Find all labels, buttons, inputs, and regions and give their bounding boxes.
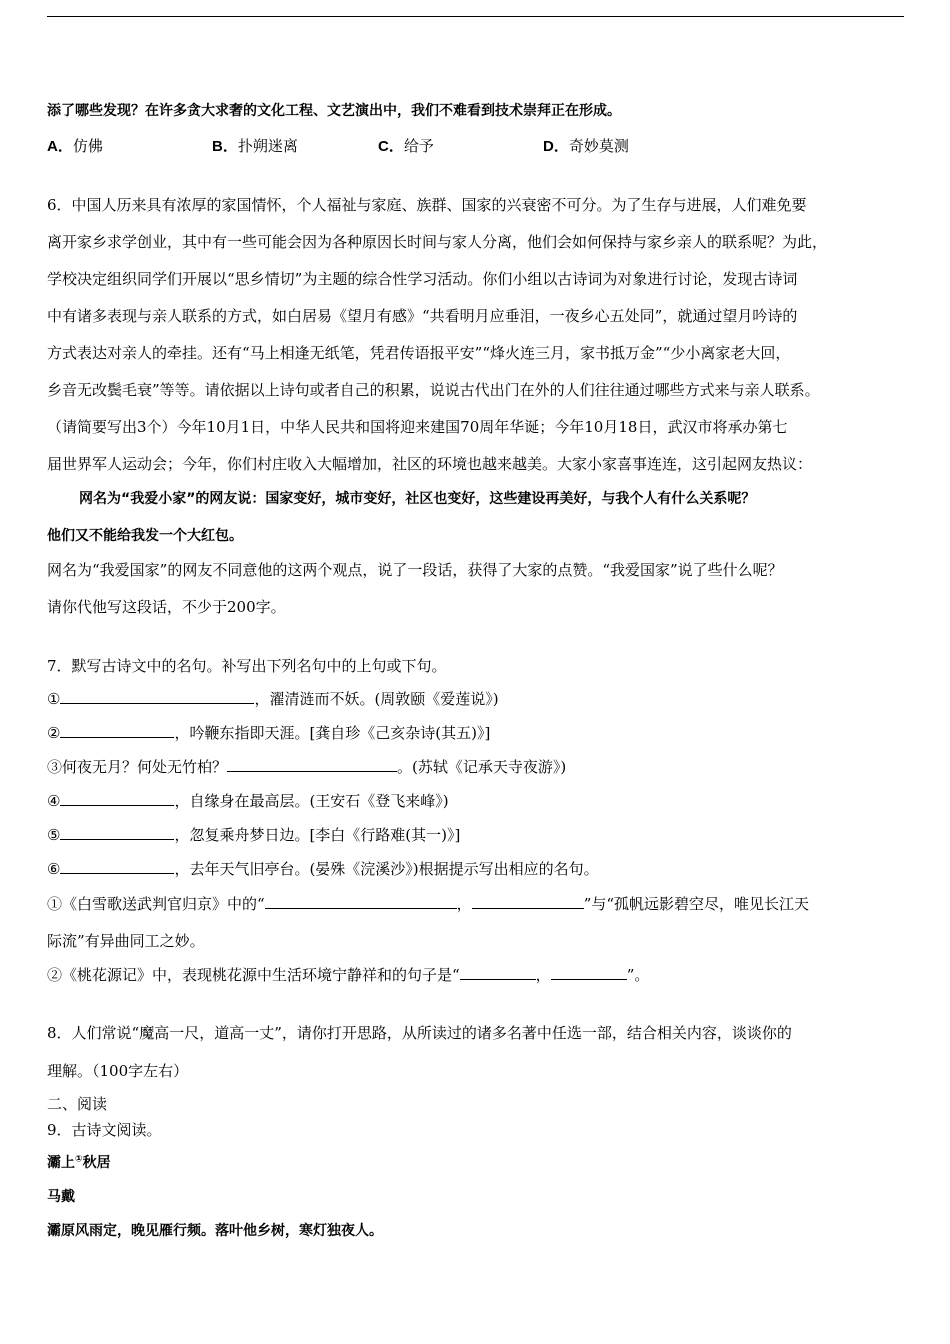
poem-line: 灞原风雨定，晚见雁行频。落叶他乡树，寒灯独夜人。	[47, 1223, 383, 1239]
q5-option-d[interactable]	[543, 136, 629, 157]
q6-quote: 他们又不能给我发一个大红包。	[47, 528, 243, 544]
q7-item-4	[47, 791, 917, 811]
q6-line: 6．中国人历来具有浓厚的家国情怀，个人福祉与家庭、族群、国家的兴衰密不可分。为了生存与进展，人们难免要	[47, 196, 807, 214]
q7-item-2	[47, 723, 917, 743]
poem-title-text: 灞上	[47, 1155, 75, 1171]
option-letter: A．	[47, 138, 73, 155]
sub-text: ①《白雪歌送武判官归京》中的“	[47, 895, 265, 913]
q8-line: 理解。（100字左右）	[47, 1062, 189, 1080]
q7-item-6	[47, 859, 917, 879]
answer-blank[interactable]	[60, 859, 174, 874]
q5-text-line: 添了哪些发现？在许多贪大求奢的文化工程、文艺演出中，我们不难看到技术崇拜正在形成。	[47, 103, 621, 119]
option-text: 给予	[403, 137, 434, 155]
answer-blank[interactable]	[60, 723, 174, 738]
header-rule	[47, 16, 904, 17]
q6-line: （请简要写出3个）今年10月1日，中华人民共和国将迎来建国70周年华诞；今年10月18日，武汉市将承办第七	[47, 418, 788, 436]
option-text: 仿佛	[72, 137, 103, 155]
answer-blank[interactable]	[460, 965, 536, 980]
answer-blank[interactable]	[60, 689, 254, 704]
q5-option-c[interactable]	[378, 136, 434, 157]
answer-blank[interactable]	[472, 894, 584, 909]
q6-line: 乡音无改鬓毛衰”等等。请依据以上诗句或者自己的积累，说说古代出门在外的人们往往通过哪些方式来与亲人联系。	[47, 381, 820, 399]
answer-blank[interactable]	[265, 894, 457, 909]
item-prefix: ③何夜无月？何处无竹柏？	[47, 758, 228, 776]
poem-author: 马戴	[47, 1189, 75, 1205]
q7-sub-1	[47, 894, 917, 914]
q5-option-a[interactable]	[47, 136, 103, 157]
q6-line: 网名为“我爱国家”的网友不同意他的这两个观点，说了一段话，获得了大家的点赞。“我爱国家”说了些什么呢？	[47, 561, 783, 579]
option-letter: C．	[378, 138, 404, 155]
q6-line: 请你代他写这段话，不少于200字。	[47, 598, 286, 616]
q7-item-1	[47, 689, 917, 709]
q7-title: 7．默写古诗文中的名句。补写出下列名句中的上句或下句。	[47, 657, 447, 675]
q7-item-5	[47, 825, 917, 845]
q6-line: 方式表达对亲人的牵挂。还有“马上相逢无纸笔，凭君传语报平安”“烽火连三月，家书抵万金”“少小离家老大回，	[47, 344, 791, 362]
q6-quote: 网名为“我爱小家”的网友说：国家变好，城市变好，社区也变好，这些建设再美好，与我个人有什么关系呢？	[79, 491, 756, 507]
item-text: ，濯清涟而不妖。(周敦颐《爱莲说》)	[254, 690, 499, 708]
q6-line: 届世界军人运动会；今年，你们村庄收入大幅增加，社区的环境也越来越美。大家小家喜事连连，这引起网友热议：	[47, 455, 813, 473]
option-letter: D．	[543, 138, 569, 155]
answer-blank[interactable]	[227, 757, 397, 772]
sub-text: ”与“孤帆远影碧空尽，唯见长江天	[583, 895, 810, 913]
item-number: ②	[47, 724, 61, 742]
poem-title	[47, 1153, 917, 1173]
q7-item-3	[47, 757, 917, 777]
item-number: ⑤	[47, 826, 61, 844]
q5-option-b[interactable]	[212, 136, 298, 157]
item-text: 。(苏轼《记承天寺夜游》)	[397, 758, 567, 776]
poem-title-text: 秋居	[82, 1155, 111, 1171]
section-heading: 二、阅读	[47, 1095, 108, 1113]
sub-text: ”。	[626, 966, 650, 984]
q7-sub-2	[47, 965, 917, 985]
answer-blank[interactable]	[60, 791, 174, 806]
q9-title: 9．古诗文阅读。	[47, 1121, 162, 1139]
sub-text: ，	[535, 966, 551, 984]
q6-line: 学校决定组织同学们开展以“思乡情切”为主题的综合性学习活动。你们小组以古诗词为对象进行讨论，发现古诗词	[47, 270, 798, 288]
q6-line: 离开家乡求学创业，其中有一些可能会因为各种原因长时间与家人分离，他们会如何保持与家乡亲人的联系呢？为此，	[47, 233, 828, 251]
option-text: 奇妙莫测	[568, 137, 629, 155]
footnote-marker[interactable]: ①	[75, 1154, 83, 1165]
item-number: ⑥	[47, 860, 61, 878]
sub-text: ，	[456, 895, 472, 913]
item-text: ，去年天气旧亭台。(晏殊《浣溪沙》)根据提示写出相应的名句。	[174, 860, 599, 878]
item-number: ④	[47, 792, 61, 810]
q6-line: 中有诸多表现与亲人联系的方式，如白居易《望月有感》“共看明月应垂泪，一夜乡心五处同”，就通过望月吟诗的	[47, 307, 798, 325]
answer-blank[interactable]	[60, 825, 174, 840]
item-text: ，自缘身在最高层。(王安石《登飞来峰》)	[174, 792, 449, 810]
item-text: ，忽复乘舟梦日边。[李白《行路难(其一)》]	[174, 826, 461, 844]
q7-sub-1-cont: 际流”有异曲同工之妙。	[47, 932, 205, 950]
q8-line: 8．人们常说“魔高一尺，道高一丈”，请你打开思路，从所读过的诸多名著中任选一部，结合相关内容，谈谈你的	[47, 1024, 792, 1042]
answer-blank[interactable]	[551, 965, 627, 980]
item-number: ①	[47, 690, 61, 708]
sub-text: ②《桃花源记》中，表现桃花源中生活环境宁静祥和的句子是“	[47, 966, 460, 984]
option-letter: B．	[212, 138, 238, 155]
item-text: ，吟鞭东指即天涯。[龚自珍《己亥杂诗(其五)》]	[174, 724, 491, 742]
option-text: 扑朔迷离	[237, 137, 298, 155]
